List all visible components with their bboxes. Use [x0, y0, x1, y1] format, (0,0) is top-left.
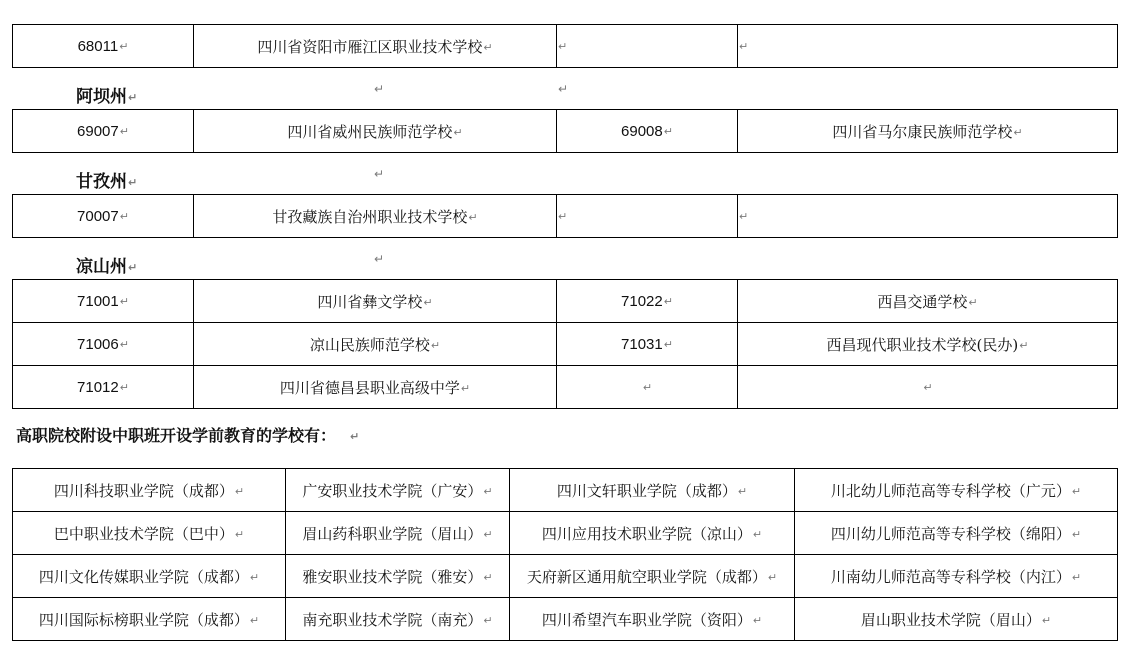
college-cell: 四川应用技术职业学院（凉山）↵ — [510, 512, 795, 555]
table-row — [13, 555, 1118, 598]
paragraph-mark: ↵ — [374, 252, 385, 266]
table-row — [13, 598, 1118, 641]
school-name-cell: 甘孜藏族自治州职业技术学校↵ — [194, 195, 557, 238]
school-name-cell: 四川省马尔康民族师范学校↵ — [738, 110, 1118, 153]
empty-cell: ↵ — [738, 195, 1118, 238]
college-cell: 四川希望汽车职业学院（资阳）↵ — [510, 598, 795, 641]
college-cell: 眉山药科职业学院（眉山）↵ — [286, 512, 510, 555]
school-name-cell: 四川省德昌县职业高级中学↵ — [194, 366, 557, 409]
school-code-cell: 71001↵ — [13, 280, 194, 323]
school-code-cell: 71012↵ — [13, 366, 194, 409]
section-title-liangshan: 凉山州↵ — [76, 257, 138, 277]
school-code-cell: 69007↵ — [13, 110, 194, 153]
school-name-cell: 四川省资阳市雁江区职业技术学校↵ — [194, 25, 557, 68]
school-name-cell: 凉山民族师范学校↵ — [194, 323, 557, 366]
school-code-cell: 71031↵ — [557, 323, 738, 366]
school-table-ganzi — [12, 194, 1118, 238]
school-code-cell: 71006↵ — [13, 323, 194, 366]
empty-cell: ↵ — [557, 366, 738, 409]
school-table-liangshan — [12, 279, 1118, 409]
school-code-cell: 69008↵ — [557, 110, 738, 153]
paragraph-mark: ↵ — [374, 82, 385, 96]
college-cell: 四川幼儿师范高等专科学校（绵阳）↵ — [795, 512, 1118, 555]
colleges-heading: 高职院校附设中职班开设学前教育的学校有： ↵ — [16, 426, 360, 445]
college-cell: 眉山职业技术学院（眉山）↵ — [795, 598, 1118, 641]
college-cell: 四川科技职业学院（成都）↵ — [13, 469, 286, 512]
school-code-cell: 70007↵ — [13, 195, 194, 238]
empty-cell: ↵ — [738, 25, 1118, 68]
table-row — [13, 195, 1118, 238]
empty-cell: ↵ — [557, 195, 738, 238]
college-cell: 巴中职业技术学院（巴中）↵ — [13, 512, 286, 555]
school-table-ziyang — [12, 24, 1118, 68]
school-name-cell: 西昌交通学校↵ — [738, 280, 1118, 323]
school-name-cell: 西昌现代职业技术学校(民办)↵ — [738, 323, 1118, 366]
college-cell: 天府新区通用航空职业学院（成都）↵ — [510, 555, 795, 598]
school-code-cell: 68011↵ — [13, 25, 194, 68]
empty-cell: ↵ — [557, 25, 738, 68]
table-row — [13, 366, 1118, 409]
empty-cell: ↵ — [738, 366, 1118, 409]
college-cell: 雅安职业技术学院（雅安）↵ — [286, 555, 510, 598]
table-row — [13, 469, 1118, 512]
college-cell: 南充职业技术学院（南充）↵ — [286, 598, 510, 641]
paragraph-mark: ↵ — [374, 167, 385, 181]
college-cell: 川北幼儿师范高等专科学校（广元）↵ — [795, 469, 1118, 512]
college-cell: 广安职业技术学院（广安）↵ — [286, 469, 510, 512]
table-row — [13, 25, 1118, 68]
section-title-ganzi: 甘孜州↵ — [76, 172, 138, 192]
paragraph-mark: ↵ — [558, 82, 569, 96]
colleges-table — [12, 468, 1118, 641]
college-cell: 四川文化传媒职业学院（成都）↵ — [13, 555, 286, 598]
table-row — [13, 512, 1118, 555]
college-cell: 川南幼儿师范高等专科学校（内江）↵ — [795, 555, 1118, 598]
table-row — [13, 280, 1118, 323]
college-cell: 四川国际标榜职业学院（成都）↵ — [13, 598, 286, 641]
school-name-cell: 四川省彝文学校↵ — [194, 280, 557, 323]
school-code-cell: 71022↵ — [557, 280, 738, 323]
table-row — [13, 110, 1118, 153]
school-name-cell: 四川省威州民族师范学校↵ — [194, 110, 557, 153]
college-cell: 四川文轩职业学院（成都）↵ — [510, 469, 795, 512]
school-table-aba — [12, 109, 1118, 153]
section-title-aba: 阿坝州↵ — [76, 87, 138, 107]
table-row — [13, 323, 1118, 366]
